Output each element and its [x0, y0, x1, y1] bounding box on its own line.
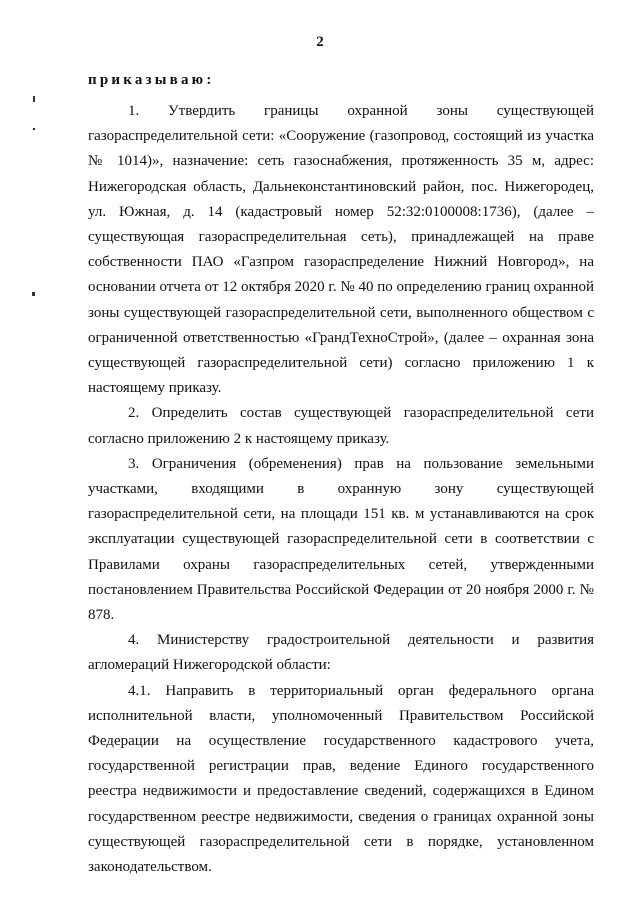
- paragraph-4: 4. Министерству градостроительной деятельности и развития агломераций Нижегородской области:: [88, 632, 594, 674]
- paragraph-1: 1. Утвердить границы охранной зоны существующей газораспределительной сети: «Сооружение (газопровод, состоящий из участка № 1014)», назначение: сеть газоснабжения, протяженность 35 м, адрес: Нижегородская область, Дальнеконстантиновский район, пос. Нижегородец, ул. Южная, д. 14 (кадастровый номер 52:32:0100008:1736), (далее – существующая газораспределительная сеть), принадлежащей на праве собственности ПАО «Газпром газораспределение Нижний Новгород», на основании отчета от 12 октября 2020 г. № 40 по определению границ охранной зоны существующей газораспределительной сети, выполненного обществом с ограниченной ответственностью «ГрандТехноСтрой», (далее – охранная зона существующей газораспределительной сети) согласно приложению 1 к настоящему приказу.: [88, 103, 594, 397]
- order-heading: приказываю:: [88, 72, 215, 88]
- document-body: [88, 99, 594, 880]
- scan-mark: [33, 128, 35, 130]
- page-number: 2: [316, 34, 324, 50]
- scan-mark: [33, 96, 35, 102]
- scan-mark: [32, 292, 35, 296]
- paragraph-3: 3. Ограничения (обременения) прав на пользование земельными участками, входящими в охранную зону существующей газораспределительной сети, на площади 151 кв. м устанавливаются на срок эксплуатации существующей газораспределительной сети в соответствии с Правилами охраны газораспределительных сетей, утвержденными постановлением Правительства Российской Федерации от 20 ноября 2000 г. № 878.: [88, 455, 594, 624]
- paragraph-4-1: 4.1. Направить в территориальный орган федерального органа исполнительной власти, уполномоченный Правительством Российской Федерации на осуществление государственного кадастрового учета, государственной регистрации прав, ведение Единого государственного реестра недвижимости и предоставление сведений, содержащихся в Едином государственном реестре недвижимости, сведения о границах охранной зоны существующей газораспределительной сети в порядке, установленном законодательством.: [88, 682, 594, 876]
- paragraph-2: 2. Определить состав существующей газораспределительной сети согласно приложению 2 к настоящему приказу.: [88, 405, 594, 447]
